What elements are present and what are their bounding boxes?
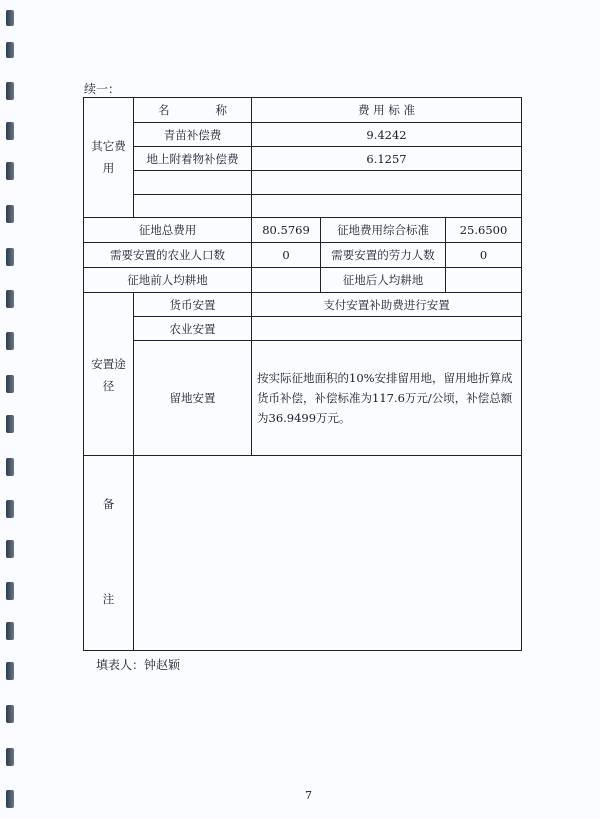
binder-hole bbox=[6, 332, 14, 350]
remarks-label-bottom: 注 bbox=[102, 592, 115, 606]
other-fees-group-label: 其它费用 bbox=[84, 98, 134, 218]
agricultural-resettlement-label: 农业安置 bbox=[134, 317, 252, 341]
binder-hole bbox=[6, 82, 14, 100]
binder-hole bbox=[6, 458, 14, 476]
land-after-value bbox=[446, 268, 522, 293]
land-after-label: 征地后人均耕地 bbox=[321, 268, 446, 293]
page-number: 7 bbox=[305, 789, 312, 802]
standard-column-header: 费 用 标 准 bbox=[252, 98, 522, 123]
reserved-land-resettlement-label: 留地安置 bbox=[134, 341, 252, 456]
composite-standard-label: 征地费用综合标准 bbox=[321, 218, 446, 243]
land-before-label: 征地前人均耕地 bbox=[84, 268, 252, 293]
labor-count-value: 0 bbox=[446, 243, 522, 268]
land-before-value bbox=[252, 268, 321, 293]
filled-by: 填表人：钟赵颖 bbox=[96, 658, 181, 672]
remarks-label-top: 备 bbox=[102, 497, 115, 511]
reserved-land-resettlement-value: 按实际征地面积的10%安排留用地，留用地折算成货币补偿，补偿标准为117.6万元/公顷，补偿总额为36.9499万元。 bbox=[252, 341, 522, 456]
continuation-label: 续一： bbox=[84, 82, 121, 96]
remarks-label bbox=[84, 456, 134, 651]
fee-value-cell: 6.1257 bbox=[252, 147, 522, 171]
fee-value-cell: 9.4242 bbox=[252, 123, 522, 147]
binder-hole bbox=[6, 662, 14, 680]
binder-hole bbox=[6, 540, 14, 558]
fee-name-cell: 地上附着物补偿费 bbox=[134, 147, 252, 171]
name-column-header: 名 称 bbox=[134, 98, 252, 123]
monetary-resettlement-label: 货币安置 bbox=[134, 293, 252, 317]
binder-hole bbox=[6, 375, 14, 393]
remarks-content bbox=[134, 456, 522, 651]
binder-hole bbox=[6, 248, 14, 266]
binder-hole bbox=[6, 748, 14, 766]
monetary-resettlement-value: 支付安置补助费进行安置 bbox=[252, 293, 522, 317]
fee-name-cell bbox=[134, 195, 252, 218]
fee-name-cell: 青苗补偿费 bbox=[134, 123, 252, 147]
composite-standard-value: 25.6500 bbox=[446, 218, 522, 243]
binder-hole bbox=[6, 415, 14, 433]
binder-hole bbox=[6, 290, 14, 308]
binder-hole bbox=[6, 205, 14, 223]
binder-hole bbox=[6, 622, 14, 640]
total-fee-value: 80.5769 bbox=[252, 218, 321, 243]
total-fee-label: 征地总费用 bbox=[84, 218, 252, 243]
fee-name-cell bbox=[134, 171, 252, 195]
binder-hole bbox=[6, 10, 14, 26]
agri-population-label: 需要安置的农业人口数 bbox=[84, 243, 252, 268]
binder-hole bbox=[6, 122, 14, 140]
land-acquisition-fee-table bbox=[83, 97, 522, 651]
labor-count-label: 需要安置的劳力人数 bbox=[321, 243, 446, 268]
binder-hole bbox=[6, 705, 14, 723]
binder-hole bbox=[6, 162, 14, 180]
binder-hole bbox=[6, 42, 14, 58]
resettlement-group-label: 安置途径 bbox=[84, 293, 134, 456]
binder-hole bbox=[6, 790, 14, 808]
binder-hole bbox=[6, 500, 14, 518]
binder-hole bbox=[6, 582, 14, 600]
fee-value-cell bbox=[252, 195, 522, 218]
agri-population-value: 0 bbox=[252, 243, 321, 268]
fee-value-cell bbox=[252, 171, 522, 195]
agricultural-resettlement-value bbox=[252, 317, 522, 341]
